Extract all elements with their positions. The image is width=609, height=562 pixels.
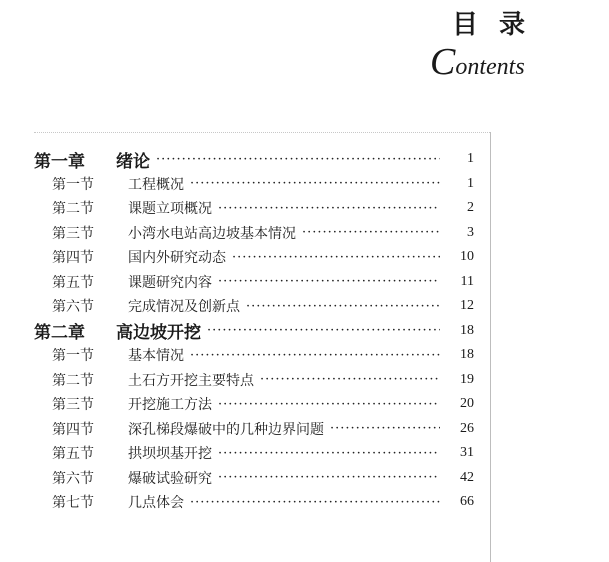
toc-entry-label: 开挖施工方法: [128, 397, 212, 413]
toc-entry-number: 第五节: [52, 274, 94, 291]
toc-entry-label: 工程概况: [128, 176, 184, 193]
toc-title-english: [430, 42, 525, 87]
toc-section-entry[interactable]: [28, 369, 490, 391]
toc-section-entry[interactable]: [28, 442, 490, 464]
toc-entry-page: 1: [467, 151, 474, 166]
toc-entry-number: 第五节: [52, 446, 94, 462]
toc-entry-label: 深孔梯段爆破中的几种边界问题: [128, 421, 324, 438]
dot-leader: [190, 176, 440, 191]
dot-leader: [190, 495, 440, 510]
toc-entry-label: 爆破试验研究: [128, 470, 212, 487]
toc-entry-page: 19: [460, 371, 474, 387]
toc-entry-page: 2: [467, 200, 474, 215]
toc-entry-page: 10: [460, 249, 474, 264]
dot-leader: [260, 372, 440, 387]
toc-section-entry[interactable]: [28, 173, 490, 195]
toc-entry-number: 第二节: [52, 372, 94, 389]
toc-entry-page: 26: [460, 420, 474, 436]
toc-entry-page: 31: [460, 445, 474, 460]
toc-entry-label: 国内外研究动态: [128, 250, 226, 266]
toc-title-chinese: 目 录: [452, 10, 532, 40]
dot-leader: [218, 446, 440, 461]
dot-leader: [218, 470, 440, 485]
dot-leader: [218, 201, 440, 216]
toc-entry-number: 第六节: [52, 470, 94, 487]
toc-entry-number: 第一章: [34, 151, 85, 172]
toc-entry-page: 42: [460, 469, 474, 485]
toc-entry-page: 3: [467, 224, 474, 240]
dot-leader: [302, 225, 440, 240]
dot-leader: [207, 323, 440, 338]
toc-list: [28, 132, 491, 562]
dot-leader: [232, 250, 440, 265]
toc-entry-number: 第四节: [52, 250, 94, 266]
toc-entry-page: 12: [460, 298, 474, 313]
toc-section-entry[interactable]: [28, 197, 490, 219]
toc-entry-label: 课题研究内容: [128, 274, 212, 291]
dot-leader: [156, 152, 440, 167]
dot-leader: [218, 274, 440, 289]
toc-entry-page: 18: [460, 322, 474, 338]
toc-chapter-entry[interactable]: [28, 320, 490, 342]
toc-entry-number: 第二节: [52, 201, 94, 217]
toc-title-english-rest: ontents: [455, 54, 525, 80]
toc-title-english-initial: C: [430, 41, 456, 83]
toc-entry-number: 第三节: [52, 225, 94, 242]
toc-section-entry[interactable]: [28, 344, 490, 366]
dot-leader: [330, 421, 440, 436]
toc-chapter-entry[interactable]: [28, 148, 490, 170]
toc-entry-label: 完成情况及创新点: [128, 299, 240, 315]
toc-entry-number: 第一节: [52, 348, 94, 364]
toc-entry-page: 1: [467, 175, 474, 191]
toc-entry-label: 课题立项概况: [128, 201, 212, 217]
dot-leader: [190, 348, 440, 363]
toc-section-entry[interactable]: [28, 393, 490, 415]
toc-section-entry[interactable]: [28, 246, 490, 268]
toc-entry-label: 几点体会: [128, 495, 184, 511]
toc-section-entry[interactable]: [28, 467, 490, 489]
toc-entry-number: 第四节: [52, 421, 94, 438]
toc-entry-page: 18: [460, 347, 474, 362]
toc-entry-label: 高边坡开挖: [116, 323, 201, 343]
toc-entry-label: 土石方开挖主要特点: [128, 372, 254, 389]
toc-section-entry[interactable]: [28, 271, 490, 293]
toc-entry-number: 第一节: [52, 176, 94, 193]
toc-entry-page: 11: [460, 273, 474, 289]
toc-section-entry[interactable]: [28, 418, 490, 440]
dot-leader: [246, 299, 440, 314]
toc-entry-number: 第七节: [52, 495, 94, 511]
toc-entry-label: 小湾水电站高边坡基本情况: [128, 225, 296, 242]
toc-entry-number: 第六节: [52, 299, 94, 315]
toc-entry-label: 拱坝坝基开挖: [128, 446, 212, 462]
toc-entry-page: 66: [460, 494, 474, 509]
toc-section-entry[interactable]: [28, 222, 490, 244]
toc-entry-number: 第二章: [34, 323, 85, 343]
toc-section-entry[interactable]: [28, 295, 490, 317]
toc-entry-label: 绪论: [116, 151, 150, 172]
toc-entry-number: 第三节: [52, 397, 94, 413]
dot-leader: [218, 397, 440, 412]
toc-section-entry[interactable]: [28, 491, 490, 513]
toc-entry-label: 基本情况: [128, 348, 184, 364]
toc-entry-page: 20: [460, 396, 474, 411]
